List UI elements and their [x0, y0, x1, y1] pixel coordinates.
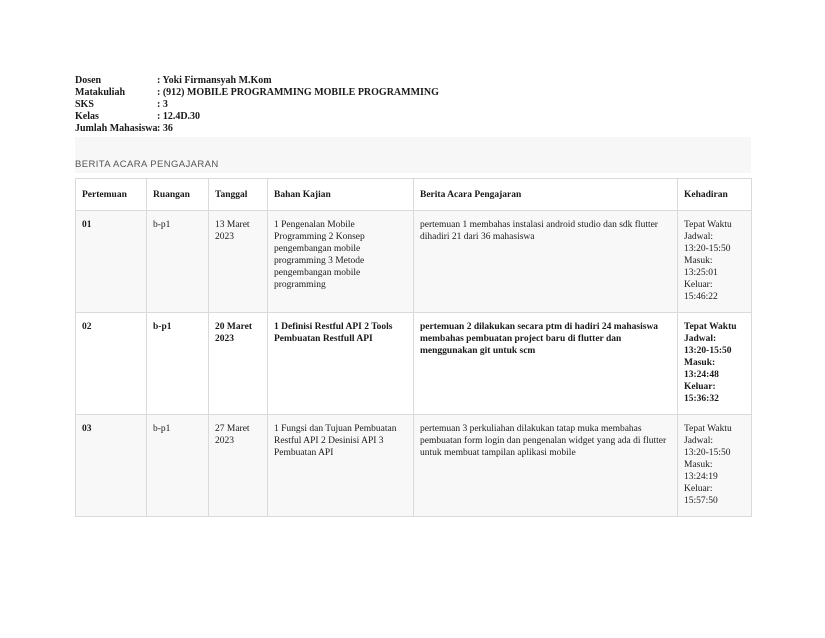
- info-row: [75, 87, 439, 99]
- table-row: [76, 415, 752, 517]
- kehadiran-line: Masuk:: [684, 256, 713, 266]
- cell-berita-acara: pertemuan 1 membahas instalasi android studio dan sdk flutter dihadiri 21 dari 36 mahasiswa: [414, 211, 678, 313]
- info-row: [75, 75, 439, 87]
- section-title: BERITA ACARA PENGAJARAN: [75, 159, 219, 170]
- cell-kehadiran: [678, 415, 752, 517]
- info-label: SKS: [75, 99, 94, 110]
- cell-kehadiran: [678, 313, 752, 415]
- kehadiran-line: Jadwal:: [684, 334, 717, 344]
- info-value: : 36: [157, 123, 173, 134]
- kehadiran-line: Keluar:: [684, 382, 716, 392]
- kehadiran-line: 13:20-15:50: [684, 244, 731, 254]
- kehadiran-line: Masuk:: [684, 460, 713, 470]
- cell-tanggal: 20 Maret 2023: [209, 313, 268, 415]
- kehadiran-line: Jadwal:: [684, 232, 714, 242]
- kehadiran-line: Tepat Waktu: [684, 220, 732, 230]
- info-row: [75, 111, 439, 123]
- kehadiran-line: Tepat Waktu: [684, 322, 737, 332]
- cell-pertemuan: 01: [76, 211, 147, 313]
- course-info: [75, 75, 439, 135]
- cell-tanggal: 27 Maret 2023: [209, 415, 268, 517]
- cell-bahan-kajian: 1 Pengenalan Mobile Programming 2 Konsep pengembangan mobile programming 3 Metode pengembangan mobile programming: [268, 211, 414, 313]
- column-header: Kehadiran: [678, 179, 752, 211]
- cell-bahan-kajian: 1 Fungsi dan Tujuan Pembuatan Restful API 2 Desinisi API 3 Pembuatan API: [268, 415, 414, 517]
- kehadiran-line: 13:24:48: [684, 370, 719, 380]
- column-header: Bahan Kajian: [268, 179, 414, 211]
- info-value: : 12.4D.30: [157, 111, 201, 122]
- cell-berita-acara: pertemuan 2 dilakukan secara ptm di hadiri 24 mahasiswa membahas pembuatan project baru di flutter dan menggunakan git untuk scm: [414, 313, 678, 415]
- cell-ruangan: b-p1: [147, 211, 209, 313]
- kehadiran-line: 13:20-15:50: [684, 448, 731, 458]
- table-row: [76, 211, 752, 313]
- cell-kehadiran: [678, 211, 752, 313]
- cell-pertemuan: 02: [76, 313, 147, 415]
- info-value: : Yoki Firmansyah M.Kom: [157, 75, 272, 86]
- kehadiran-line: 13:24:19: [684, 472, 718, 482]
- column-header: Ruangan: [147, 179, 209, 211]
- column-header: Pertemuan: [76, 179, 147, 211]
- info-value: : (912) MOBILE PROGRAMMING MOBILE PROGRAMMING: [157, 87, 439, 98]
- column-header: Berita Acara Pengajaran: [414, 179, 678, 211]
- info-label: Kelas: [75, 111, 99, 122]
- kehadiran-line: Keluar:: [684, 484, 713, 494]
- kehadiran-line: 15:46:22: [684, 292, 718, 302]
- cell-bahan-kajian: 1 Definisi Restful API 2 Tools Pembuatan Restfull API: [268, 313, 414, 415]
- info-label: Matakuliah: [75, 87, 126, 98]
- info-label: Dosen: [75, 75, 102, 86]
- column-header: Tanggal: [209, 179, 268, 211]
- kehadiran-line: 15:57:50: [684, 496, 718, 506]
- info-row: [75, 99, 439, 111]
- table-row: [76, 313, 752, 415]
- cell-ruangan: b-p1: [147, 313, 209, 415]
- kehadiran-line: Tepat Waktu: [684, 424, 732, 434]
- kehadiran-line: 15:36:32: [684, 394, 719, 404]
- info-value: : 3: [157, 99, 168, 110]
- cell-tanggal: 13 Maret 2023: [209, 211, 268, 313]
- kehadiran-line: 13:20-15:50: [684, 346, 732, 356]
- info-label: Jumlah Mahasiswa: [75, 123, 158, 134]
- kehadiran-line: Masuk:: [684, 358, 716, 368]
- cell-ruangan: b-p1: [147, 415, 209, 517]
- info-row: [75, 123, 439, 135]
- kehadiran-line: Jadwal:: [684, 436, 714, 446]
- berita-acara-table: [75, 178, 752, 517]
- kehadiran-line: 13:25:01: [684, 268, 718, 278]
- cell-berita-acara: pertemuan 3 perkuliahan dilakukan tatap muka membahas pembuatan form login dan pengenalan widget yang ada di flutter untuk membuat tampilan aplikasi mobile: [414, 415, 678, 517]
- kehadiran-line: Keluar:: [684, 280, 713, 290]
- cell-pertemuan: 03: [76, 415, 147, 517]
- table-header-row: [76, 179, 752, 211]
